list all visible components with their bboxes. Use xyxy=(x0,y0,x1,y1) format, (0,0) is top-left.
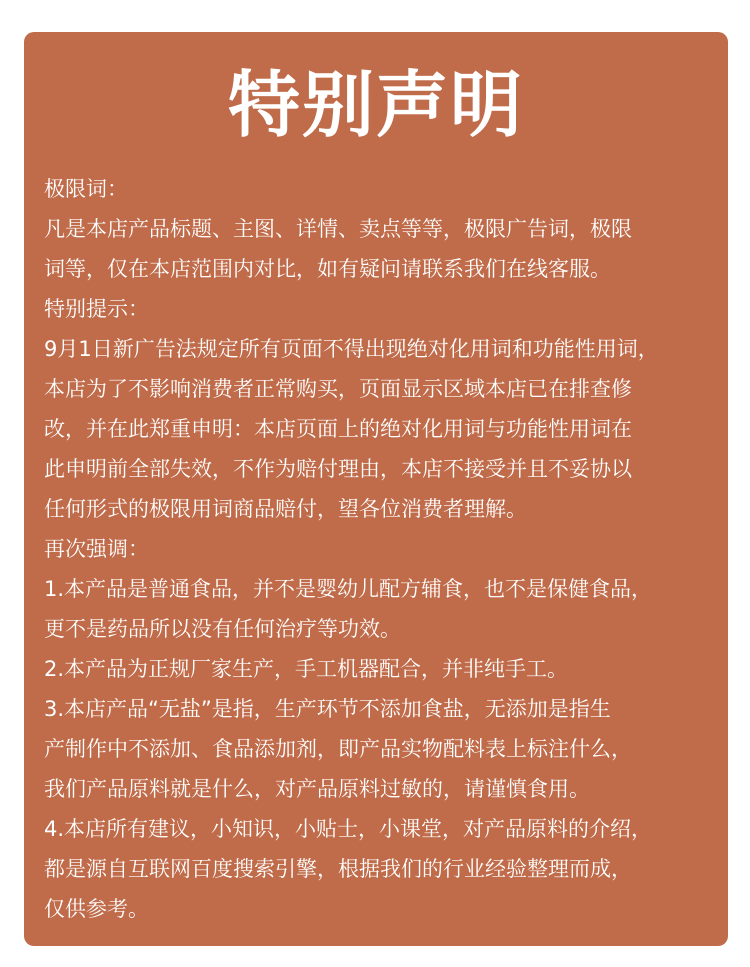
statement-card xyxy=(24,32,728,946)
text-line: 词等，仅在本店范围内对比，如有疑问请联系我们在线客服。 xyxy=(44,257,611,281)
text-line: 4.本店所有建议，小知识，小贴士，小课堂，对产品原料的介绍， xyxy=(44,817,653,841)
text-line: 仅供参考。 xyxy=(44,897,149,921)
text-line: 我们产品原料就是什么，对产品原料过敏的，请谨慎食用。 xyxy=(44,777,590,801)
text-line: 本店为了不影响消费者正常购买，页面显示区域本店已在排查修 xyxy=(44,377,632,401)
text-line: 极限词： xyxy=(44,177,128,201)
page-title: 特别声明 xyxy=(227,63,524,147)
text-line: 产制作中不添加、食品添加剂，即产品实物配料表上标注什么， xyxy=(44,737,632,761)
text-line: 更不是药品所以没有任何治疗等功效。 xyxy=(44,617,401,641)
text-line: 都是源自互联网百度搜索引擎，根据我们的行业经验整理而成， xyxy=(44,857,632,881)
text-line: 3.本店产品“无盐”是指，生产环节不添加食盐，无添加是指生 xyxy=(44,697,611,721)
text-line: 改，并在此郑重申明：本店页面上的绝对化用词与功能性用词在 xyxy=(44,417,632,441)
text-line: 此申明前全部失效，不作为赔付理由，本店不接受并且不妥协以 xyxy=(44,457,632,481)
text-line: 再次强调： xyxy=(44,537,149,561)
text-line: 特别提示： xyxy=(44,297,149,321)
text-line: 2.本产品为正规厂家生产，手工机器配合，并非纯手工。 xyxy=(44,657,569,681)
text-line: 1.本产品是普通食品，并不是婴幼儿配方辅食，也不是保健食品， xyxy=(44,577,653,601)
statement-body xyxy=(44,169,728,929)
text-line: 9月1日新广告法规定所有页面不得出现绝对化用词和功能性用词， xyxy=(44,337,659,361)
text-line: 任何形式的极限用词商品赔付，望各位消费者理解。 xyxy=(44,497,527,521)
text-line: 凡是本店产品标题、主图、详情、卖点等等，极限广告词，极限 xyxy=(44,217,632,241)
